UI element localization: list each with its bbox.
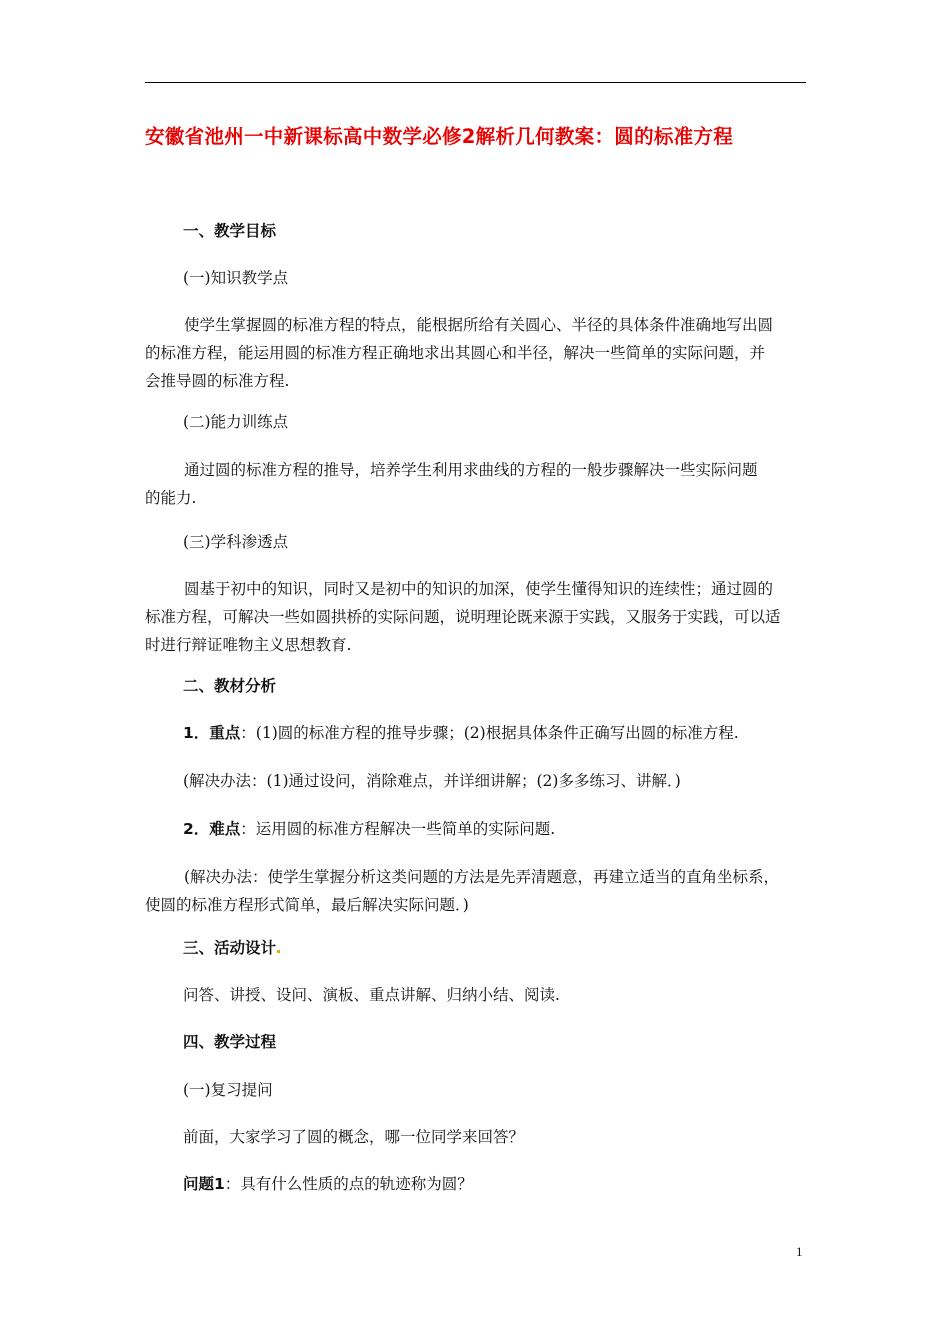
section-heading-teaching-process: 四、教学过程 <box>183 1033 277 1051</box>
paragraph-line: 的标准方程，能运用圆的标准方程正确地求出其圆心和半径，解决一些简单的实际问题，并 <box>145 344 766 362</box>
paragraph-line: 标准方程，可解决一些如圆拱桥的实际问题，说明理论既来源于实践，又服务于实践，可以适 <box>145 608 781 626</box>
section-heading-textbook-analysis: 二、教材分析 <box>183 677 277 695</box>
paragraph-discipline-penetration <box>145 575 806 659</box>
key-point-label: 1．重点 <box>183 724 241 742</box>
mark-dot-icon <box>277 950 280 953</box>
document-title: 安徽省池州一中新课标高中数学必修2解析几何教案：圆的标准方程 <box>145 125 734 148</box>
section-heading-activity-design: 三、活动设计 <box>183 939 277 957</box>
paragraph-line: (解决办法：使学生掌握分析这类问题的方法是先弄清题意，再建立适当的直角坐标系， <box>184 868 780 886</box>
question-label: 问题1 <box>183 1175 225 1193</box>
question-row <box>183 1170 844 1198</box>
key-point-row <box>183 719 806 747</box>
paragraph-ability-training <box>145 456 806 512</box>
paragraph-line: 通过圆的标准方程的推导，培养学生利用求曲线的方程的一般步骤解决一些实际问题 <box>184 461 758 479</box>
difficult-point-text: ：运用圆的标准方程解决一些简单的实际问题. <box>240 820 556 838</box>
paragraph-line: 会推导圆的标准方程. <box>145 372 290 390</box>
review-intro: 前面，大家学习了圆的概念，哪一位同学来回答？ <box>183 1128 525 1146</box>
key-point-text: ：(1)圆的标准方程的推导步骤；(2)根据具体条件正确写出圆的标准方程. <box>240 724 739 742</box>
paragraph-line: 的能力. <box>145 489 197 507</box>
subheading-knowledge-points: (一)知识教学点 <box>183 269 289 287</box>
paragraph-line: 使学生掌握圆的标准方程的特点，能根据所给有关圆心、半径的具体条件准确地写出圆 <box>184 316 774 334</box>
subheading-review-questions: (一)复习提问 <box>183 1081 273 1099</box>
paragraph-line: 时进行辩证唯物主义思想教育. <box>145 636 352 654</box>
paragraph-knowledge-points <box>145 311 806 395</box>
page-number: 1 <box>796 1244 803 1259</box>
section-heading-activity-design-row <box>183 934 844 962</box>
activity-list: 问答、讲授、设问、演板、重点讲解、归纳小结、阅读. <box>183 986 560 1004</box>
paragraph-line: 使圆的标准方程形式简单，最后解决实际问题．) <box>145 896 469 914</box>
subheading-ability-training: (二)能力训练点 <box>183 413 289 431</box>
key-point-solution: (解决办法：(1)通过设问，消除难点，并详细讲解；(2)多多练习、讲解．) <box>183 772 681 790</box>
header-rule <box>145 82 806 83</box>
paragraph-line: 圆基于初中的知识，同时又是初中的知识的加深，使学生懂得知识的连续性；通过圆的 <box>184 580 774 598</box>
question-text: ：具有什么性质的点的轨迹称为圆？ <box>224 1175 473 1193</box>
difficult-point-solution <box>145 863 806 919</box>
section-heading-teaching-goals: 一、教学目标 <box>183 222 277 240</box>
difficult-point-label: 2．难点 <box>183 820 241 838</box>
subheading-discipline-penetration: (三)学科渗透点 <box>183 533 289 551</box>
difficult-point-row <box>183 815 806 843</box>
